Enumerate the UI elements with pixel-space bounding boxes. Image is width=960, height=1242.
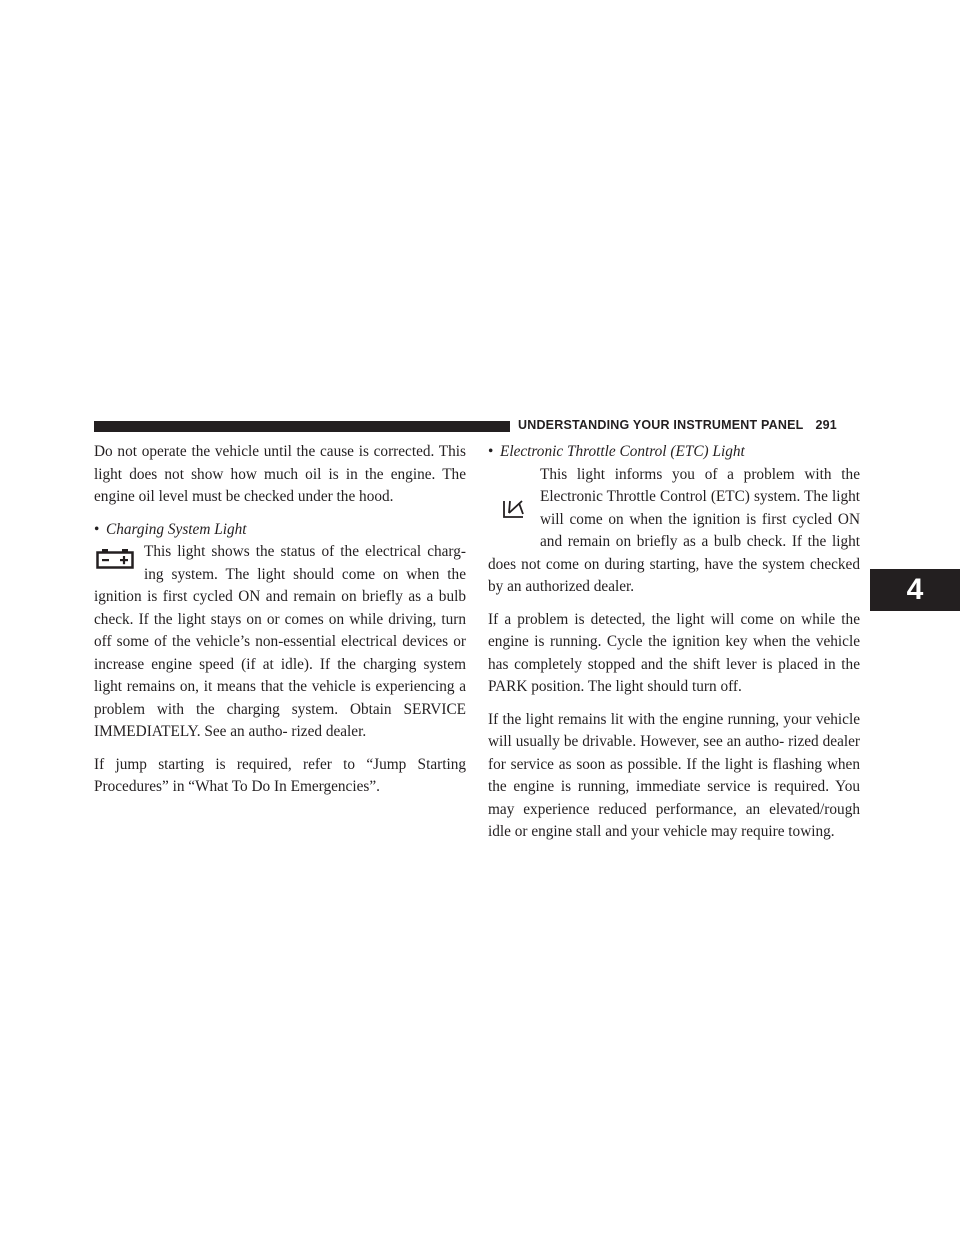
right-column: [488, 441, 860, 854]
section-title: UNDERSTANDING YOUR INSTRUMENT PANEL: [518, 418, 804, 432]
charging-body: This light shows the status of the electrical charg- ing system. The light should come on when the ignition is first cycled ON and remain on briefly as a bulb check. If the light stays on or comes on while driving, turn off some of the vehicle’s non-essential electrical devices or increase engine speed (if at idle). If the charging system light remains on, it means that the vehicle is experiencing a problem with the charging system. Obtain SERVICE IMMEDIATELY. See an autho- rized dealer.: [94, 543, 466, 740]
etc-heading: [488, 441, 860, 464]
jump-start-paragraph: If jump starting is required, refer to “Jump Starting Procedures” in “What To Do In Emergencies”.: [94, 755, 466, 795]
left-column: [94, 441, 466, 809]
page-number: 291: [815, 418, 837, 432]
charging-heading: [94, 519, 466, 542]
running-header: [518, 418, 837, 432]
charging-heading-text: Charging System Light: [106, 520, 247, 538]
battery-icon: [92, 548, 138, 570]
etc-section: [488, 464, 860, 599]
light-remains-paragraph: If the light remains lit with the engine running, your vehicle will usually be drivable. However, see an autho- rized dealer for service as soon as possible. If the light is flashing when the engine is running, immediate service is required. You may experience reduced performance, an elevated/rough idle or engine stall and your vehicle may require towing.: [488, 710, 860, 840]
chapter-tab: 4: [870, 569, 960, 611]
throttle-icon: [488, 464, 540, 554]
oil-warning-paragraph: Do not operate the vehicle until the cause is corrected. This light does not show how much oil is in the engine. The engine oil level must be checked under the hood.: [94, 443, 466, 505]
etc-body: This light informs you of a problem with the Electronic Throttle Control (ETC) system. The light will come on when the ignition is first cycled ON and remain on briefly as a bulb check. If the light does not come on during starting, have the system checked by an authorized dealer.: [488, 465, 860, 595]
charging-section: [94, 541, 466, 744]
bullet-marker: •: [94, 520, 100, 538]
header-rule: [94, 421, 510, 432]
etc-heading-text: Electronic Throttle Control (ETC) Light: [500, 443, 745, 460]
bullet-marker: •: [488, 443, 494, 460]
problem-detected-paragraph: If a problem is detected, the light will come on while the engine is running. Cycle the ignition key when the vehicle has completely stopped and the shift lever is placed in the PARK position. The light should turn off.: [488, 610, 860, 695]
